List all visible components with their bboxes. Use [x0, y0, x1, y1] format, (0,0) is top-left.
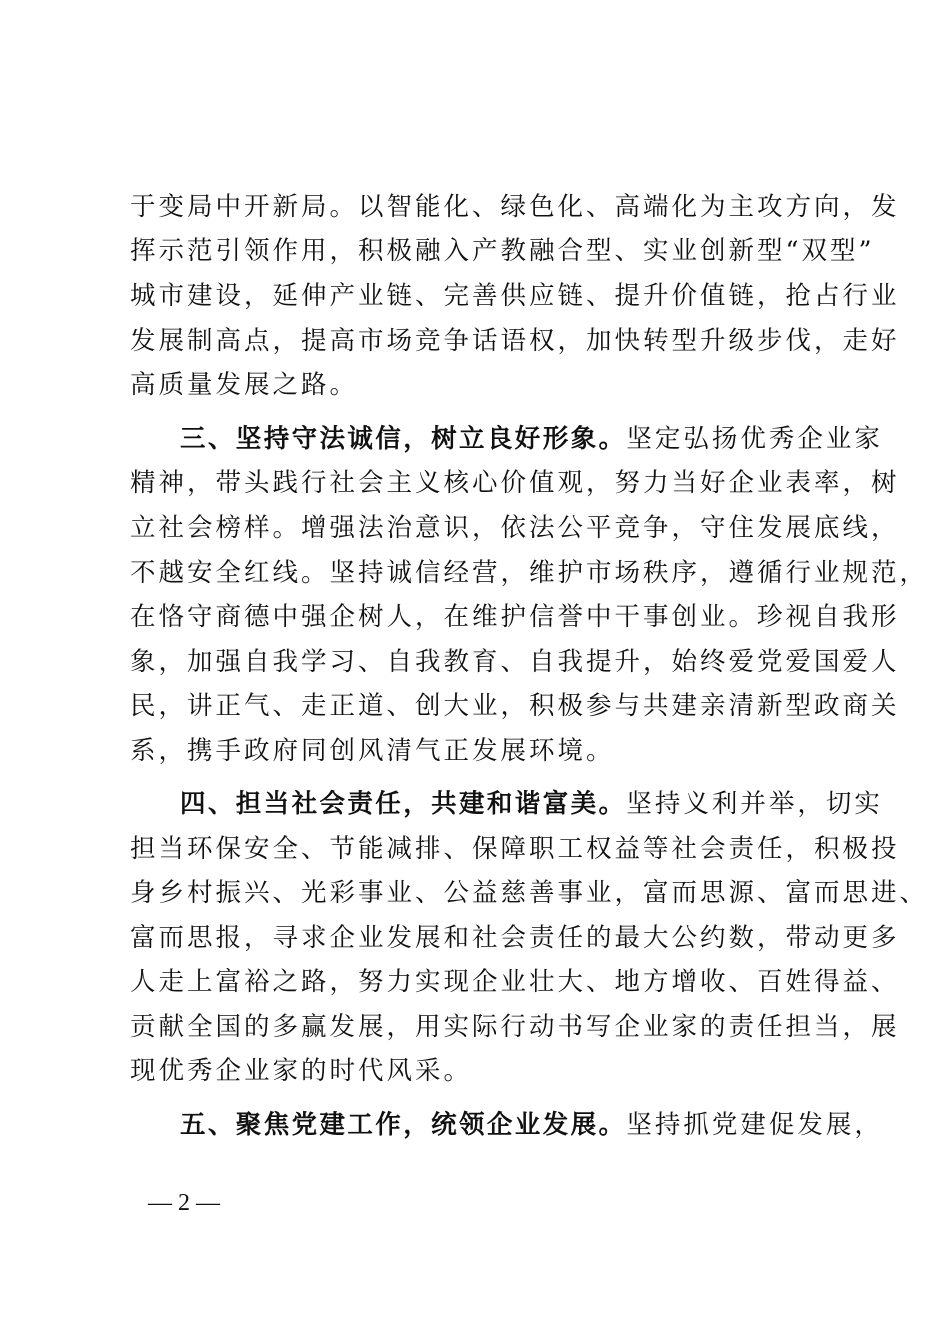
body-line: 在恪守商德中强企树人，在维护信誉中干事创业。珍视自我形 [130, 602, 900, 632]
body-line: 挥示范引领作用，积极融入产教融合型、实业创新型“双型” [130, 236, 875, 266]
body-line: 城市建设，延伸产业链、完善供应链、提升价值链，抢占行业 [130, 281, 900, 311]
paragraph-first-line [180, 1109, 883, 1141]
body-line: 发展制高点，提高市场竞争话语权，加快转型升级步伐，走好 [130, 326, 900, 356]
body-line: 现优秀企业家的时代风采。 [130, 1056, 473, 1086]
body-text: 坚定弘扬优秀企业家 [626, 424, 883, 454]
body-line: 贡献全国的多赢发展，用实际行动书写企业家的责任担当，展 [130, 1012, 900, 1042]
body-line: 系，携手政府同创风清气正发展环境。 [130, 736, 615, 766]
body-line: 担当环保安全、节能减排、保障职工权益等社会责任，积极投 [130, 834, 900, 864]
body-line: 民，讲正气、走正道、创大业，积极参与共建亲清新型政商关 [130, 691, 900, 721]
body-line: 不越安全红线。坚持诚信经营，维护市场秩序，遵循行业规范， [130, 558, 929, 588]
body-line: 象，加强自我学习、自我教育、自我提升，始终爱党爱国爱人 [130, 647, 900, 677]
body-line: 富而思报，寻求企业发展和社会责任的最大公约数，带动更多 [130, 923, 900, 953]
body-line: 身乡村振兴、光彩事业、公益慈善事业，富而思源、富而思进、 [130, 878, 929, 908]
section-heading: 四、担当社会责任，共建和谐富美。 [180, 789, 627, 819]
section-heading: 五、聚焦党建工作，统领企业发展。 [180, 1110, 627, 1140]
body-text: 坚持抓党建促发展， [626, 1110, 883, 1140]
paragraph-first-line [180, 788, 883, 820]
body-text: 坚持义利并举，切实 [626, 789, 883, 819]
paragraph-first-line [180, 423, 883, 455]
section-heading: 三、坚持守法诚信，树立良好形象。 [180, 424, 627, 454]
page-number: — 2 — [148, 1190, 220, 1216]
body-line: 人走上富裕之路，努力实现企业壮大、地方增收、百姓得益、 [130, 967, 900, 997]
body-line: 立社会榜样。增强法治意识，依法公平竞争，守住发展底线， [130, 513, 900, 543]
body-line: 高质量发展之路。 [130, 370, 359, 400]
body-line: 于变局中开新局。以智能化、绿色化、高端化为主攻方向，发 [130, 192, 900, 222]
body-line: 精神，带头践行社会主义核心价值观，努力当好企业表率，树 [130, 468, 900, 498]
